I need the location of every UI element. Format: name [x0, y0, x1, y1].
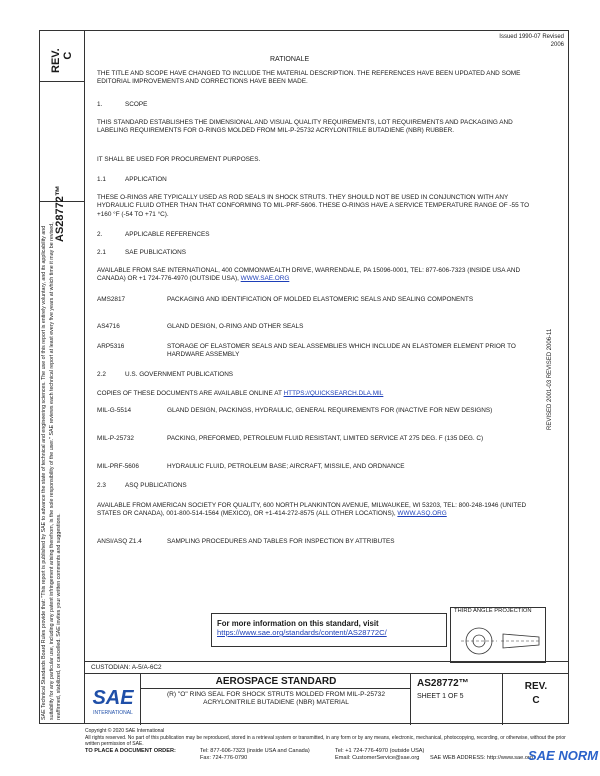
legal-notice: SAE Technical Standards Board Rules provide that: "This report is published by SAE to advance the state of technical and engineering sciences. The use of this report is entirely voluntary, and its applicability and suitability for any particular use, including any patent infringement arising therefrom, is the sole responsibility of the user." SAE reviews each technical report at least every five years at which time it may be revised, reaffirmed, stabilized, or cancelled. SAE invites your written comments and suggestions. [41, 222, 63, 720]
footer [85, 728, 569, 748]
issue-line-2: 2006 [550, 42, 564, 48]
gov-ref-code-3: MIL-PRF-5606 [97, 463, 139, 470]
asq-address: AVAILABLE FROM AMERICAN SOCIETY FOR QUALITY, 600 NORTH PLANKINTON AVENUE, MILWAUKEE, WI 53203, TEL: 800-248-1946 (UNITED STATES OR CANADA), 001-800-514-1564 (MEXICO), OR +1-414-272-8575 (ALL OTHER LOCATIONS), [97, 502, 527, 518]
rationale-heading: RATIONALE [270, 56, 310, 63]
footer-fax: Fax: 724-776-0790 [200, 755, 248, 761]
logo-text: SAE [92, 687, 134, 709]
footer-rights: All rights reserved. No part of this publication may be reproduced, stored in a retrieval system or transmitted, in any form or by any means, electronic, mechanical, photocopying, recording, or otherwise, without the prior written permission of SAE. [85, 734, 566, 748]
title-rev-label: REV. [524, 681, 548, 692]
sae-logo-icon [85, 674, 141, 725]
section-2-3-num: 2.3 [97, 482, 106, 489]
title-doc-number: AS28772™ [417, 678, 469, 689]
strip-doc-cell [39, 82, 85, 242]
sae-address: AVAILABLE FROM SAE INTERNATIONAL, 400 COMMONWEALTH DRIVE, WARRENDALE, PA 15096-0001, TEL: 877-606-7323 (INSIDE USA AND CANADA) OR +1 724-776-4970 (OUTSIDE USA), [97, 267, 521, 283]
strip-rev-label: REV. [50, 48, 62, 73]
section-2-1-text [97, 267, 537, 284]
title-rev [503, 674, 569, 725]
section-2-1-title: SAE PUBLICATIONS [125, 249, 186, 256]
sae-link[interactable]: WWW.SAE.ORG [240, 275, 290, 283]
footer-tel1: Tel: 877-606-7323 (inside USA and Canada) [200, 748, 310, 754]
section-2-2-text [97, 390, 537, 398]
gov-copies-text: COPIES OF THESE DOCUMENTS ARE AVAILABLE ONLINE AT [97, 390, 284, 397]
section-1-1-text: THESE O-RINGS ARE TYPICALLY USED AS ROD SEALS IN SHOCK STRUTS. THEY SHOULD NOT BE USED IN CONJUNCTION WITH ANY HYDRAULIC FLUID OTHER THAN THAT CONFORMING TO MIL-PRF-5606. THESE O-RINGS HAVE A SERVICE TEMPERATURE RANGE OF -55 TO +160 °F (-54 TO +71 °C). [97, 194, 530, 218]
info-link[interactable]: https://www.sae.org/standards/content/AS28772C/ [217, 628, 387, 637]
title-block [85, 673, 569, 724]
projection-box [450, 607, 546, 663]
strip-rev-cell [39, 30, 85, 82]
dla-link[interactable]: HTTPS://QUICKSEARCH.DLA.MIL [283, 390, 384, 397]
section-1-1-title: APPLICATION [125, 176, 167, 183]
section-2-num: 2. [97, 231, 103, 238]
section-2-2-num: 2.2 [97, 371, 106, 378]
section-1-text-2: IT SHALL BE USED FOR PROCUREMENT PURPOSES. [97, 156, 261, 163]
issue-box [470, 33, 564, 49]
section-1-title: SCOPE [125, 101, 148, 108]
section-1-1-num: 1.1 [97, 176, 106, 183]
logo-sub: INTERNATIONAL [93, 710, 133, 716]
section-2-1-num: 2.1 [97, 249, 106, 256]
asq-link[interactable]: WWW.ASQ.ORG [397, 510, 447, 518]
rationale-text: THE TITLE AND SCOPE HAVE CHANGED TO INCLUDE THE MATERIAL DESCRIPTION. THE REFERENCES HAVE BEEN UPDATED AND SOME EDITORIAL IMPROVEMENTS AND CORRECTIONS HAVE BEEN MADE. [97, 70, 521, 86]
sae-ref-desc-3: STORAGE OF ELASTOMER SEALS AND SEAL ASSEMBLIES WHICH INCLUDE AN ELASTOMER ELEMENT PRIOR TO HARDWARE ASSEMBLY [167, 343, 516, 359]
title-doc [411, 674, 503, 725]
footer-tel2: Tel: +1 724-776-4970 (outside USA) [335, 748, 425, 754]
info-title: For more information on this standard, visit [217, 619, 379, 628]
asq-ref-code-1: ANSI/ASQ Z1.4 [97, 538, 142, 545]
sheet-number: SHEET 1 OF 5 [417, 693, 464, 700]
footer-email: Email: CustomerService@sae.org [335, 755, 420, 761]
sae-ref-code-2: AS4716 [97, 323, 120, 330]
section-2-3-text [97, 502, 537, 519]
order-label: TO PLACE A DOCUMENT ORDER: [85, 748, 176, 754]
gov-ref-code-1: MIL-G-5514 [97, 407, 132, 414]
section-2-3-title: ASQ PUBLICATIONS [125, 482, 187, 489]
gov-ref-desc-3: HYDRAULIC FLUID, PETROLEUM BASE; AIRCRAFT, MISSILE, AND ORDNANCE [167, 463, 405, 470]
sae-ref-code-3: ARP5316 [97, 343, 125, 350]
standard-heading: AEROSPACE STANDARD [141, 674, 411, 689]
strip-rev-value: C [62, 51, 74, 60]
projection-label: THIRD ANGLE PROJECTION [454, 608, 532, 614]
title-rev-value: C [532, 695, 540, 706]
section-1-text: THIS STANDARD ESTABLISHES THE DIMENSIONAL AND VISUAL QUALITY REQUIREMENTS, LOT REQUIREMENTS AND PACKAGING AND LABELING REQUIREMENTS FOR O-RINGS MOLDED FROM MIL-P-25732 ACRYLONITRILE BUTADIENE (NBR) RUBBER. [97, 119, 513, 135]
gov-ref-desc-2: PACKING, PREFORMED, PETROLEUM FLUID RESISTANT, LIMITED SERVICE AT 275 DEG. F (135 DEG. C) [167, 435, 484, 442]
sae-ref-code-1: AMS2817 [97, 296, 126, 303]
strip-doc-number: AS28772™ [54, 185, 66, 242]
section-2-title: APPLICABLE REFERENCES [125, 231, 210, 238]
issue-line-1: Issued 1990-07 Revised [499, 34, 564, 40]
standard-description: (R) "O" RING SEAL FOR SHOCK STRUTS MOLDED FROM MIL-P-25732 ACRYLONITRILE BUTADIENE (NBR) MATERIAL [166, 691, 386, 706]
watermark: SAE NORM [528, 748, 599, 763]
strip-rev [50, 48, 74, 73]
sae-logo [85, 674, 141, 725]
footer-web[interactable]: SAE WEB ADDRESS: http://www.sae.org [430, 755, 533, 761]
section-1-num: 1. [97, 101, 103, 108]
section-2-2-title: U.S. GOVERNMENT PUBLICATIONS [125, 371, 234, 378]
info-box [211, 613, 447, 647]
gov-ref-code-2: MIL-P-25732 [97, 435, 134, 442]
asq-ref-desc-1: SAMPLING PROCEDURES AND TABLES FOR INSPECTION BY ATTRIBUTES [167, 538, 395, 545]
footer-copyright: Copyright © 2020 SAE International [85, 728, 165, 734]
gov-ref-desc-1: GLAND DESIGN, PACKINGS, HYDRAULIC, GENERAL REQUIREMENTS FOR (INACTIVE FOR NEW DESIGNS) [167, 407, 493, 414]
sae-ref-desc-2: GLAND DESIGN, O-RING AND OTHER SEALS [167, 323, 304, 330]
revision-margin: REVISED 2001-03 REVISED 2006-11 [547, 328, 553, 430]
sae-ref-desc-1: PACKAGING AND IDENTIFICATION OF MOLDED ELASTOMERIC SEALS AND SEALING COMPONENTS [167, 296, 474, 303]
left-strip [39, 30, 85, 724]
third-angle-projection-icon [451, 608, 547, 664]
title-center [141, 674, 411, 725]
custodian: CUSTODIAN: A-5/A-6C2 [85, 661, 569, 673]
